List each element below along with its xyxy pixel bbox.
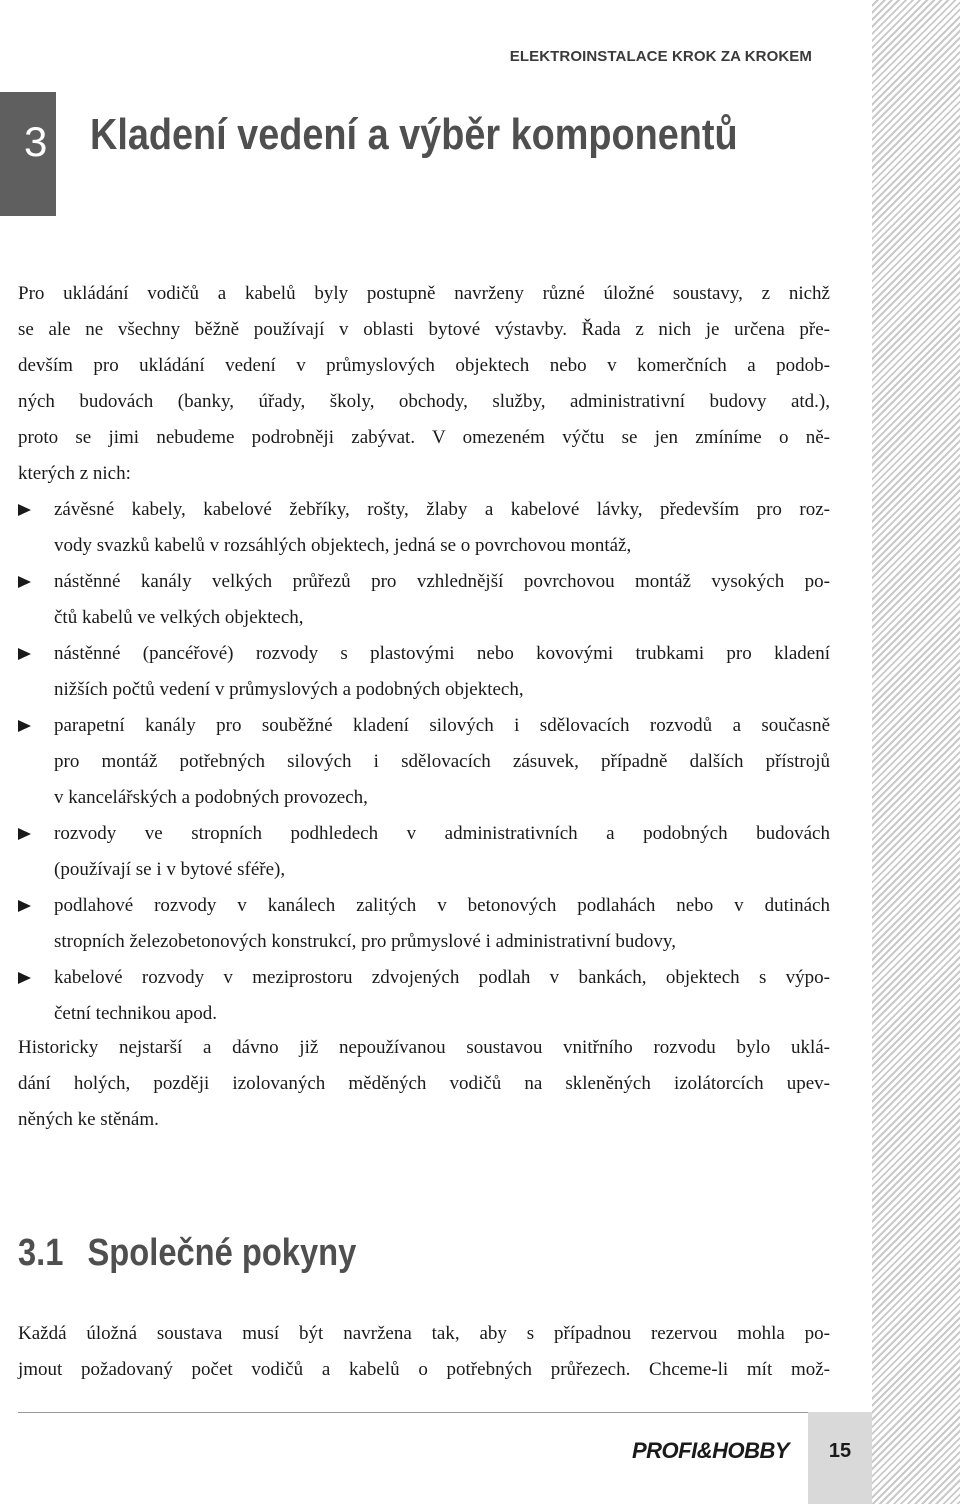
text-line: proto se jimi nebudeme podrobněji zabývat. V omezeném výčtu se jen zmíníme o ně- <box>18 427 830 448</box>
running-title: ELEKTROINSTALACE KROK ZA KROKEM <box>509 48 812 65</box>
text-line: parapetní kanály pro souběžné kladení silových i sdělovacích rozvodů a současně <box>54 715 830 736</box>
chapter-title: Kladení vedení a výběr komponentů <box>90 110 738 159</box>
section-heading <box>18 1232 356 1275</box>
text-line: nástěnné kanály velkých průřezů pro vzhlednější povrchovou montáž vysokých po- <box>54 571 830 592</box>
text-line: Pro ukládání vodičů a kabelů byly postupně navrženy různé úložné soustavy, z nichž <box>18 283 830 304</box>
chapter-number-block <box>0 92 56 216</box>
list-item <box>18 708 830 816</box>
history-paragraph <box>18 1030 830 1138</box>
text-line: nižších počtů vedení v průmyslových a podobných objektech, <box>54 679 524 700</box>
text-line: četní technikou apod. <box>54 1003 218 1024</box>
triangle-bullet-icon <box>18 720 31 732</box>
text-line: vody svazků kabelů v rozsáhlých objektech, jedná se o povrchovou montáž, <box>54 535 632 556</box>
brand-logo: PROFI&HOBBY <box>632 1438 790 1463</box>
text-line: dání holých, později izolovaných měděných vodičů na skleněných izolátorcích upev- <box>18 1073 830 1094</box>
section-title: Společné pokyny <box>87 1232 357 1274</box>
text-line: rozvody ve stropních podhledech v administrativních a podobných budovách <box>54 823 830 844</box>
text-line: pro montáž potřebných silových i sdělovacích zásuvek, případně dalších přístrojů <box>54 751 830 772</box>
chapter-number: 3 <box>24 118 48 165</box>
text-line: kterých z nich: <box>18 463 131 484</box>
footer-divider <box>18 1412 808 1413</box>
list-item <box>18 564 830 636</box>
triangle-bullet-icon <box>18 576 31 588</box>
text-line: ných budovách (banky, úřady, školy, obchody, služby, administrativní budovy atd.), <box>18 391 830 412</box>
text-line: jmout požadovaný počet vodičů a kabelů o potřebných průřezech. Chceme-li mít mož- <box>18 1359 830 1380</box>
section-number: 3.1 <box>18 1232 64 1274</box>
text-line: devším pro ukládání vedení v průmyslových objektech nebo v komerčních a podob- <box>18 355 830 376</box>
text-line: něných ke stěnám. <box>18 1109 159 1130</box>
bullet-list <box>18 492 830 1032</box>
text-line: čtů kabelů ve velkých objektech, <box>54 607 304 628</box>
text-line: Historicky nejstarší a dávno již nepoužívanou soustavou vnitřního rozvodu bylo uklá- <box>18 1037 830 1058</box>
triangle-bullet-icon <box>18 972 31 984</box>
section-paragraph <box>18 1316 830 1388</box>
text-line: závěsné kabely, kabelové žebříky, rošty, žlaby a kabelové lávky, především pro roz- <box>54 499 830 520</box>
page-number: 15 <box>828 1440 852 1462</box>
text-line: se ale ne všechny běžně používají v oblasti bytové výstavby. Řada z nich je určena pře- <box>18 319 830 340</box>
list-item <box>18 888 830 960</box>
text-line: v kancelářských a podobných provozech, <box>54 787 368 808</box>
list-item <box>18 960 830 1032</box>
intro-paragraph <box>18 276 830 492</box>
triangle-bullet-icon <box>18 900 31 912</box>
triangle-bullet-icon <box>18 828 31 840</box>
text-line: nástěnné (pancéřové) rozvody s plastovými nebo kovovými trubkami pro kladení <box>54 643 830 664</box>
text-line: stropních železobetonových konstrukcí, pro průmyslové i administrativní budovy, <box>54 931 676 952</box>
list-item <box>18 492 830 564</box>
text-line: podlahové rozvody v kanálech zalitých v betonových podlahách nebo v dutinách <box>54 895 830 916</box>
triangle-bullet-icon <box>18 648 31 660</box>
list-item <box>18 816 830 888</box>
text-line: Každá úložná soustava musí být navržena tak, aby s případnou rezervou mohla po- <box>18 1323 830 1344</box>
text-line: (používají se i v bytové sféře), <box>54 859 286 880</box>
triangle-bullet-icon <box>18 504 31 516</box>
text-line: kabelové rozvody v meziprostoru zdvojených podlah v bankách, objektech s výpo- <box>54 967 830 988</box>
page-edge-hatching <box>872 0 960 1504</box>
list-item <box>18 636 830 708</box>
